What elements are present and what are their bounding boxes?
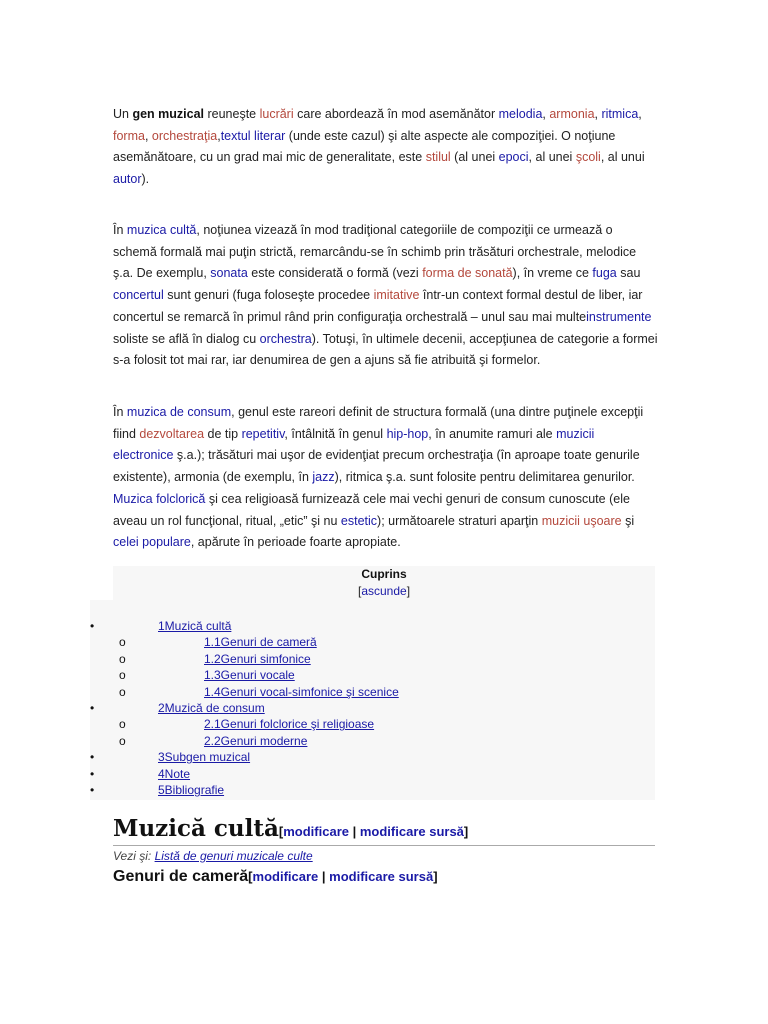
wiki-link[interactable]: Muzica folclorică [113,491,206,506]
edit-source-link[interactable]: modificare sursă [359,824,464,839]
subsection-heading-genuri-de-camera [113,868,438,886]
edit-source-link[interactable]: modificare sursă [329,869,434,884]
wiki-link[interactable]: instrumente [586,309,652,324]
wiki-link[interactable]: jazz [312,470,335,485]
toc-bullet: o [119,733,126,748]
toc-toggle: [ascunde] [357,584,411,598]
wiki-link[interactable]: sonata [210,266,248,281]
text-segment: reuneşte [204,107,260,121]
wiki-link[interactable]: lucrări [259,107,294,121]
text-segment: şi [621,513,635,528]
text-segment: ş.a.); trăsături mai uşor de evidenţiat precum orchestraţia (în aproape toate genurile existente), armonia (de exemplu, în [113,448,640,485]
toc-item[interactable]: 1.4Genuri vocal-simfonice şi scenice [204,684,399,699]
toc-item[interactable]: 3Subgen muzical [158,750,251,765]
text-segment: sunt genuri (fuga foloseşte procedee [163,288,374,303]
wiki-link[interactable]: muzica de consum [126,405,232,419]
wiki-link[interactable]: armonia [549,107,595,121]
toc-item[interactable]: 5Bibliografie [158,783,225,797]
wiki-link[interactable]: ritmica [601,107,639,121]
text-segment: , apărute în perioade foarte apropiate. [190,535,401,550]
text-segment: , noţiunea vizează în mod tradiţional categoriile de compoziţii ce urmează o schemă formală mai puţin strictă, remarcându-se în schimb prin trăsături orchestrale, melodice ş.a. De exemplu, [113,223,637,281]
toc-hide-link[interactable]: ascunde [361,584,407,598]
wiki-link[interactable]: stilul [425,150,451,165]
text-segment: În [113,223,127,237]
toc-item[interactable]: 1.3Genuri vocale [204,668,295,683]
toc-bullet: o [119,717,126,732]
edit-links: [modificare | modificare sursă] [248,869,438,884]
toc-item[interactable]: 1.2Genuri simfonice [204,651,311,666]
toc-title: Cuprins [361,567,407,581]
toc-bullet: • [90,783,95,797]
toc-item[interactable]: 2.1Genuri folclorice şi religioase [204,717,375,732]
text-segment: ); următoarele straturi aparţin [377,513,542,528]
text-segment: , [594,107,602,121]
section-heading-muzica-culta [113,815,655,846]
wiki-link[interactable]: muzicii electronice [113,426,595,463]
text-segment: , [542,107,550,121]
text-segment: ). [141,172,150,187]
wiki-link[interactable]: textul literar [220,128,286,143]
text-segment: ), ritmica ş.a. sunt folosite pentru delimitarea genurilor. [334,470,635,485]
text-segment: , [144,128,152,143]
text-segment: care abordează în mod asemănător [293,107,499,121]
toc-bullet: o [119,684,126,699]
text-segment: într-un context formal destul de liber, iar concertul se remarcă în primul rând prin configuraţia orchestrală – unul sau mai multe [113,288,643,324]
wiki-link[interactable]: autor [113,172,142,187]
text-segment: de tip [204,426,242,441]
wiki-link[interactable]: dezvoltarea [139,426,205,441]
wiki-link[interactable]: fuga [592,266,617,281]
popular-music-paragraph [113,402,658,554]
toc-bullet: • [90,701,95,715]
wiki-link[interactable]: orchestra [259,331,312,346]
see-also-link[interactable]: Listă de genuri muzicale culte [154,849,313,863]
wiki-link[interactable]: forma de sonată [422,266,513,281]
toc-item[interactable]: 1Muzică cultă [158,619,232,633]
toc-bullet: • [90,750,95,765]
text-segment: sau [616,266,641,281]
toc-bullet: o [119,668,126,683]
text-segment: , întâlnită în genul [284,426,387,441]
text-segment: , al unei [528,150,576,165]
wiki-link[interactable]: imitative [373,288,420,303]
text-segment: ). Totuşi, în ultimele decenii, accepţiunea de categorie a formei s-a folosit tot mai rar, iar denumirea de gen a ajuns să fie atribuită şi formelor. [113,331,658,368]
toc-bullet: o [119,651,126,666]
text-segment: soliste se află în dialog cu [113,331,260,346]
wiki-link[interactable]: concertul [113,288,164,303]
subsection-title: Genuri de cameră [113,868,249,885]
section-title: Muzică cultă [113,815,279,842]
text-segment: În [113,405,127,419]
edit-links: [modificare | modificare sursă] [278,824,469,839]
text-segment: şi cea religioasă furnizează cele mai vechi genuri de consum cunoscute (ele aveau un rol funcţional, ritual, „etic” şi nu [113,491,630,528]
toc-item[interactable]: 4Note [158,766,191,781]
intro-paragraph [113,104,658,191]
text-segment: este considerată o formă (vezi [247,266,423,281]
text-segment: (unde este cazul) şi alte aspecte ale compoziţiei. O noţiune asemănătoare, cu un grad mai mic de generalitate, este [113,128,616,165]
wiki-link[interactable]: melodia [498,107,543,121]
see-also-note: Vezi şi: Listă de genuri muzicale culte [113,849,313,863]
table-of-contents [113,566,655,800]
edit-link[interactable]: modificare [283,824,349,839]
wiki-link[interactable]: repetitiv [241,426,285,441]
defined-term: gen muzical [132,107,204,121]
toc-item[interactable]: 2.2Genuri moderne [204,733,308,748]
wiki-link[interactable]: şcoli [575,150,601,165]
text-segment: , [217,128,221,143]
wiki-link[interactable]: estetic [340,513,378,528]
wiki-link[interactable]: celei populare [113,535,191,550]
edit-link[interactable]: modificare [252,869,319,884]
wiki-link[interactable]: orchestraţia [151,128,218,143]
text-segment: ), în vreme ce [512,266,593,281]
text-segment: , al unui [600,150,645,165]
text-segment: , [638,107,642,121]
toc-bullet: o [119,635,126,650]
wiki-link[interactable]: forma [113,128,145,143]
wiki-link[interactable]: muzica cultă [126,223,197,237]
text-segment: , în anumite ramuri ale [428,426,557,441]
text-segment: (al unei [450,150,499,165]
toc-bullet: • [90,619,95,633]
classical-music-paragraph [113,220,658,372]
wiki-link[interactable]: muzicii uşoare [541,513,622,528]
toc-item[interactable]: 1.1Genuri de cameră [204,635,317,650]
text-segment: , genul este rareori definit de structura formală (una dintre puţinele excepţii fiind [113,405,644,441]
wiki-link[interactable]: hip-hop [386,426,429,441]
wiki-link[interactable]: epoci [498,150,529,165]
toc-item[interactable]: 2Muzică de consum [158,701,265,715]
toc-bullet: • [90,766,95,781]
text-segment: Un [113,107,133,121]
